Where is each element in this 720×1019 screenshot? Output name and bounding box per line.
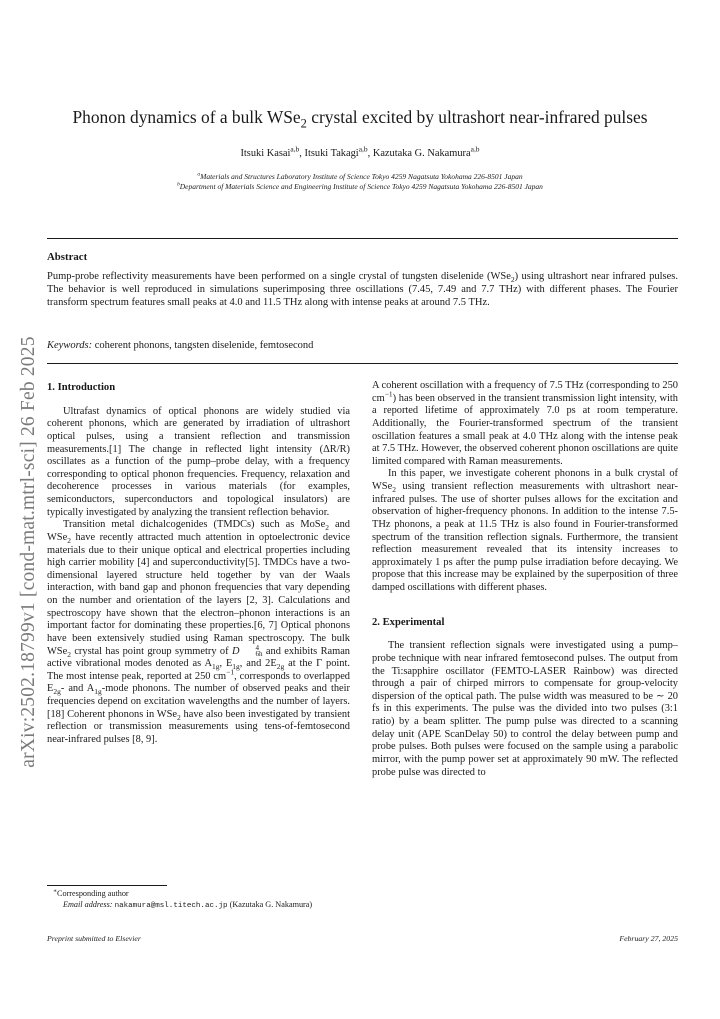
footnote-email	[47, 900, 347, 912]
right-column	[372, 380, 678, 779]
footer-date: February 27, 2025	[619, 934, 678, 943]
intro-paragraph-2: Transition metal dichalcogenides (TMDCs) such as MoSe$_2$ and WSe$_2$ have recently attracted much attention in optoelectronic device materials due to their unique optical and electrical properties including high carrier mobility [4] and superconductivity[5]. TMDCs have a two-dimensional layered structure held together by van der Waals interaction, with band gap and phonon frequencies that vary depending on the number and orientation of the layers [2, 3]. Calculations and spectroscopy have shown that the electron–phonon interactions is an important factor for dominating these properties.[6, 7] Optical phonons have been extensively studied using Raman spectroscopy. The bulk WSe$_2$ crystal has point group symmetry of D 4 6h and exhibits Raman active vibrational modes denoted as $A_{1g}$, $E_{1g}$, and $2E_{2g}$ at the Γ point. The most intense peak, reported at 250 $cm^{-1}$, corresponds to overlapped $E_{2g}-$ and $A_{1g}$-mode phonons. The number of observed peaks and their frequencies depend on excitation wavelengths and the number of layers.[18] Coherent phonons in WSe$_2$ have also been investigated by transient reflection or transmission measurements using tens-of-femtosecond near-infrared pulses [8, 9].	[47, 519, 351, 745]
paper-title: Phonon dynamics of a bulk WSe$_2$ crystal excited by ultrashort near-infrared pulses	[72, 107, 648, 131]
intro-paragraph-3: A coherent oscillation with a frequency of 7.5 THz (corresponding to 250 $cm^{-1}$) has been observed in the transient transmission light intensity, with a reported lifetime of approximately 7.0 ps at room temperature. Additionally, the Fourier-transformed spectrum of the transient oscillation features a small peak at 4.0 THz along with the intense peak at 7.5 THz. However, the observed coherent phonon oscillations are quite limited compared with Raman measurements.	[372, 380, 678, 467]
footer-preprint-note: Preprint submitted to Elsevier	[47, 934, 141, 943]
author-list: Itsuki Kasai$^{a,b}$, Itsuki Takagi$^{a,b}$, Kazutaka G. Nakamura$^{a,b}$	[240, 144, 480, 159]
footnote-line-1: ∗Corresponding author	[53, 888, 129, 898]
section-heading-experimental: 2. Experimental	[372, 616, 445, 628]
abstract-top-rule	[47, 238, 678, 239]
abstract-bottom-rule	[47, 363, 678, 364]
footnote-line-2: Email address: nakamura@msl.titech.ac.jp (Kazutaka G. Nakamura)	[63, 900, 313, 910]
left-column	[47, 380, 350, 747]
arxiv-identifier-sidebar: arXiv:2502.18799v1 [cond-mat.mtrl-sci] 26 Feb 2025	[18, 336, 39, 768]
affiliation-b: $^b$Department of Materials Science and Engineering Institute of Science Tokyo 4259 Nagatsuta Yokohama 226-8501 Japan	[177, 181, 543, 191]
footnote-corresponding-author	[47, 889, 347, 900]
footnote-rule	[47, 885, 167, 886]
section-heading-introduction: 1. Introduction	[47, 382, 116, 393]
intro-paragraph-1: Ultrafast dynamics of optical phonons are widely studied via coherent phonons, which are generated by irradiation of ultrashort optical pulses, using a transient reflection and transmission measurements.[1] The change in reflected light intensity (ΔR/R) oscillates as a function of the pump–probe delay, with a frequency corresponding to optical phonon frequencies. Frequency, relaxation and decoherence processes in various materials (for examples, semiconductors, superconductors and topological insulators) are typically investigated by analyzing the transient reflection behavior.	[47, 405, 350, 518]
abstract-heading: Abstract	[47, 251, 88, 263]
experimental-paragraph-1: The transient reflection signals were investigated using a pump–probe technique with near infrared femtosecond pulses. The output from the Ti:sapphire oscillator (FEMTO-LASER Rainbow) was directed through a pair of chirped mirrors to compensate for group-velocity dispersion of the optical path. The pulse width was measured to be ∼ 20 fs in this experiments. The pulse was the divided into two pulses (3:1 ratio) by a beam splitter. The pump pulse was directed to a scanning delay unit (APE ScanDelay 50) to control the delay between pump and probe pulses. Both pulses were focused on the sample using a parabolic mirror, with the pump power set at approximately 90 mW. The reflected probe pulse was directed to	[372, 640, 678, 778]
abstract-text: Pump-probe reflectivity measurements have been performed on a single crystal of tungsten diselenide (WSe$_2$) using ultrashort near infrared pulses. The behavior is well reproduced in simulations superimposing three oscillations (7.45, 7.49 and 7.7 THz) with different phases. The Fourier transform spectrum features small peaks at 4.0 and 11.5 THz along with intense peaks at around 7.5 THz.	[47, 271, 678, 309]
affiliation-a: $^a$Materials and Structures Laboratory Institute of Science Tokyo 4259 Nagatsuta Yokohama 226-8501 Japan	[197, 171, 523, 181]
intro-paragraph-4: In this paper, we investigate coherent phonons in a bulk crystal of WSe$_2$ using transient reflection measurements with ultrashort near-infrared pulses. The use of shorter pulses allows for the excitation and observation of higher-frequency phonons. In addition to the intense 7.5-THz phonons, a peak at 11.5 THz is also found in Fourier-transformed spectrum of the transition reflection signals. Furthermore, the transient reflection measurement revealed that its intensity increases to approximately 1 ps after the pump pulse irradiation before decaying. We propose that this increase may be explained by the superposition of three damped oscillations with different phases.	[372, 468, 678, 593]
keywords: Keywords: coherent phonons, tangsten diselenide, femtosecond	[47, 340, 314, 351]
